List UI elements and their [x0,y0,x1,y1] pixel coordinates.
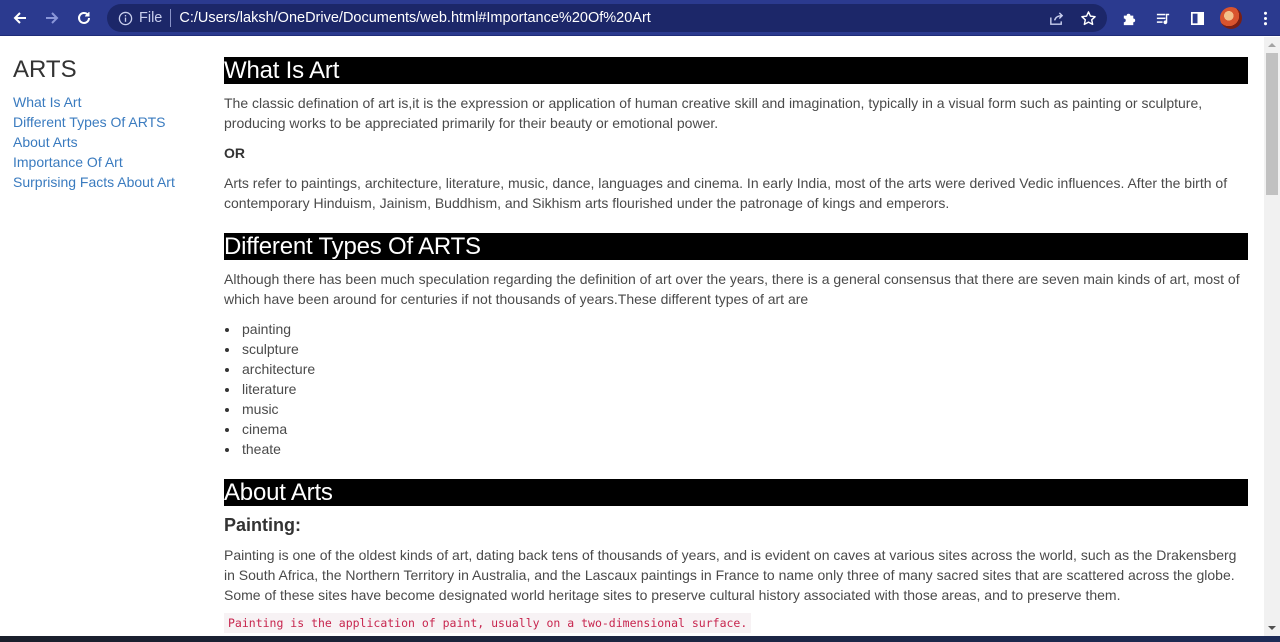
star-icon[interactable] [1079,9,1097,27]
site-info-label[interactable]: File [139,10,163,26]
side-panel-icon[interactable] [1186,7,1208,29]
list-item: architecture [224,359,1248,379]
main-content [224,37,1248,633]
back-button[interactable] [4,2,36,34]
sidebar-link-about-arts[interactable]: About Arts [13,134,78,150]
sidebar-links [13,92,213,192]
url-text[interactable]: C:/Users/laksh/OneDrive/Documents/web.html#Importance%20Of%20Art [179,10,651,26]
taskbar-edge [0,636,1280,642]
or-label: OR [224,145,245,161]
subheading-painting: Painting: [224,515,301,535]
paragraph: The classic defination of art is,it is the expression or application of human creative skill and imagination, typically in a visual form such as painting or sculpture, producing works to be appreciated primarily for their beauty or emotional power. [224,95,1203,131]
media-queue-icon[interactable] [1152,7,1174,29]
section-heading-types: Different Types Of ARTS [224,233,1248,260]
list-item: cinema [224,419,1248,439]
sidebar-link-what-is-art[interactable]: What Is Art [13,94,82,110]
share-icon[interactable] [1047,9,1065,27]
page-viewport [0,37,1264,636]
scroll-up-arrow-icon[interactable] [1264,37,1280,53]
section-heading-what-is-art: What Is Art [224,57,1248,84]
sidebar [13,37,213,192]
reload-button[interactable] [68,2,100,34]
browser-toolbar [0,0,1280,36]
address-bar[interactable] [107,4,1107,32]
vertical-scrollbar[interactable] [1264,37,1280,636]
paragraph: Arts refer to paintings, architecture, literature, music, dance, languages and cinema. In early India, most of the arts were derived Vedic influences. After the birth of contemporary Hinduism, Jainism, Buddhism, and Sikhism arts flourished under the patronage of kings and emperors. [224,175,1228,211]
art-types-list [224,319,1248,459]
info-icon[interactable] [117,10,133,26]
paragraph: Painting is one of the oldest kinds of art, dating back tens of thousands of years, and is evident on caves at various sites across the world, such as the Drakensberg in South Africa, the Northern Territory in Australia, and the Lascaux paintings in France to name only three of many sacred sites that are scattered across the globe. Some of these sites have become designated world heritage sites to preserve cultural history associated with those areas, and to preserve them. [224,547,1237,603]
code-snippet: Painting is the application of paint, usually on a two-dimensional surface. [224,613,751,633]
forward-button[interactable] [36,2,68,34]
scrollbar-thumb[interactable] [1266,53,1278,195]
list-item: music [224,399,1248,419]
list-item: theate [224,439,1248,459]
divider [170,9,171,27]
section-heading-about-arts: About Arts [224,479,1248,506]
sidebar-link-importance[interactable]: Importance Of Art [13,154,123,170]
list-item: literature [224,379,1248,399]
extensions-icon[interactable] [1118,7,1140,29]
sidebar-title: ARTS [13,56,77,83]
paragraph: Although there has been much speculation regarding the definition of art over the years, there is a general consensus that there are seven main kinds of art, most of which have been around for centuries if not thousands of years.These different types of art are [224,271,1240,307]
sidebar-link-different-types[interactable]: Different Types Of ARTS [13,114,166,130]
profile-avatar[interactable] [1220,7,1242,29]
kebab-menu-icon[interactable] [1254,7,1276,29]
list-item: sculpture [224,339,1248,359]
reload-icon [75,9,93,27]
scroll-down-arrow-icon[interactable] [1264,620,1280,636]
arrow-right-icon [43,9,61,27]
arrow-left-icon [11,9,29,27]
list-item: painting [224,319,1248,339]
sidebar-link-surprising-facts[interactable]: Surprising Facts About Art [13,174,175,190]
